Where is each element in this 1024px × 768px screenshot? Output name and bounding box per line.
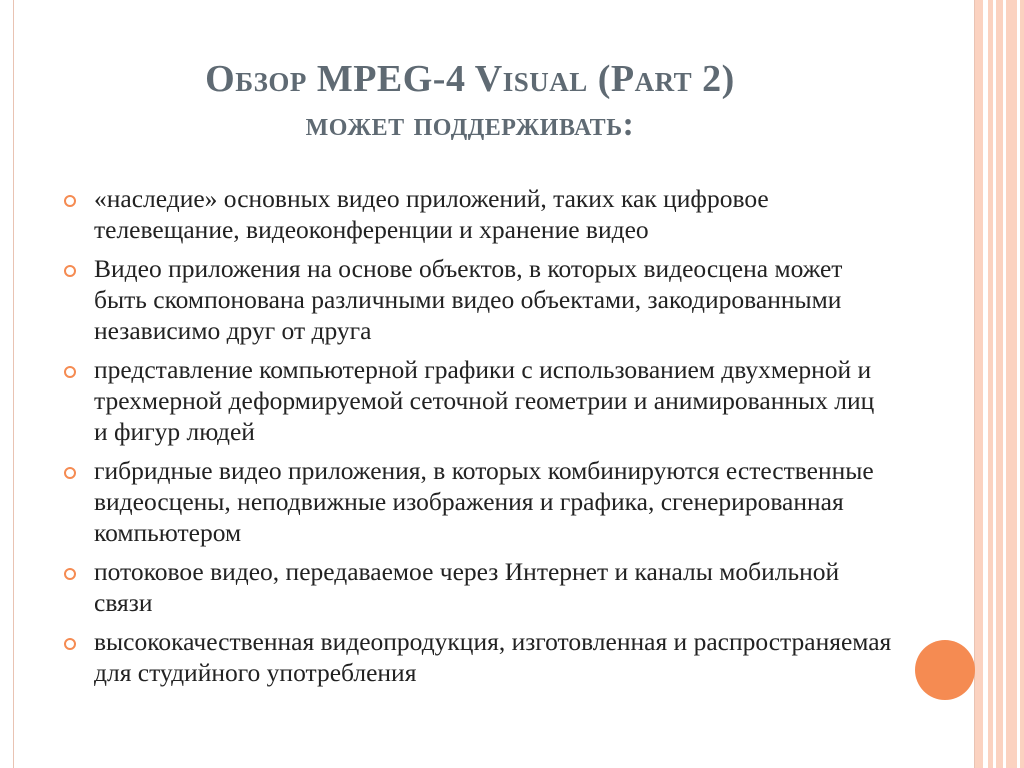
decorative-stripes xyxy=(975,0,1024,768)
stripe-3 xyxy=(996,0,1003,768)
stripe-5 xyxy=(1020,0,1024,768)
bullet-circle-icon xyxy=(64,195,76,207)
bullet-text: Видео приложения на основе объектов, в которых видеосцена может быть скомпонована различными видео объектами, закодированными независимо друг от друга xyxy=(94,254,843,345)
stripe-2 xyxy=(988,0,993,768)
slide-title-line-1: Обзор MPEG-4 Visual (Part 2) xyxy=(205,58,735,100)
bullet-circle-icon xyxy=(64,366,76,378)
bullet-circle-icon xyxy=(64,467,76,479)
bullet-item xyxy=(64,253,894,346)
bullet-item xyxy=(64,626,894,688)
accent-circle-icon xyxy=(915,640,975,700)
bullet-item xyxy=(64,183,894,245)
bullet-text: потоковое видео, передаваемое через Интернет и каналы мобильной связи xyxy=(94,557,840,617)
bullet-text: «наследие» основных видео приложений, таких как цифровое телевещание, видеоконференции и хранение видео xyxy=(94,184,769,244)
stripe-1 xyxy=(975,0,983,768)
slide-title xyxy=(40,56,900,148)
bullet-circle-icon xyxy=(64,638,76,650)
bullet-item xyxy=(64,556,894,618)
bullet-list xyxy=(64,183,894,696)
bullet-text: гибридные видео приложения, в которых комбинируются естественные видеосцены, неподвижные изображения и графика, сгенерированная компьютером xyxy=(94,456,874,547)
stripe-4 xyxy=(1006,0,1017,768)
slide-title-line-2: может поддерживать: xyxy=(305,106,635,143)
bullet-item xyxy=(64,455,894,548)
bullet-text: высококачественная видеопродукция, изготовленная и распространяемая для студийного употребления xyxy=(94,627,892,687)
bullet-text: представление компьютерной графики с использованием двухмерной и трехмерной деформируемой сеточной геометрии и анимированных лиц и фигур людей xyxy=(94,355,875,446)
bullet-circle-icon xyxy=(64,265,76,277)
bullet-circle-icon xyxy=(64,568,76,580)
bullet-item xyxy=(64,354,894,447)
